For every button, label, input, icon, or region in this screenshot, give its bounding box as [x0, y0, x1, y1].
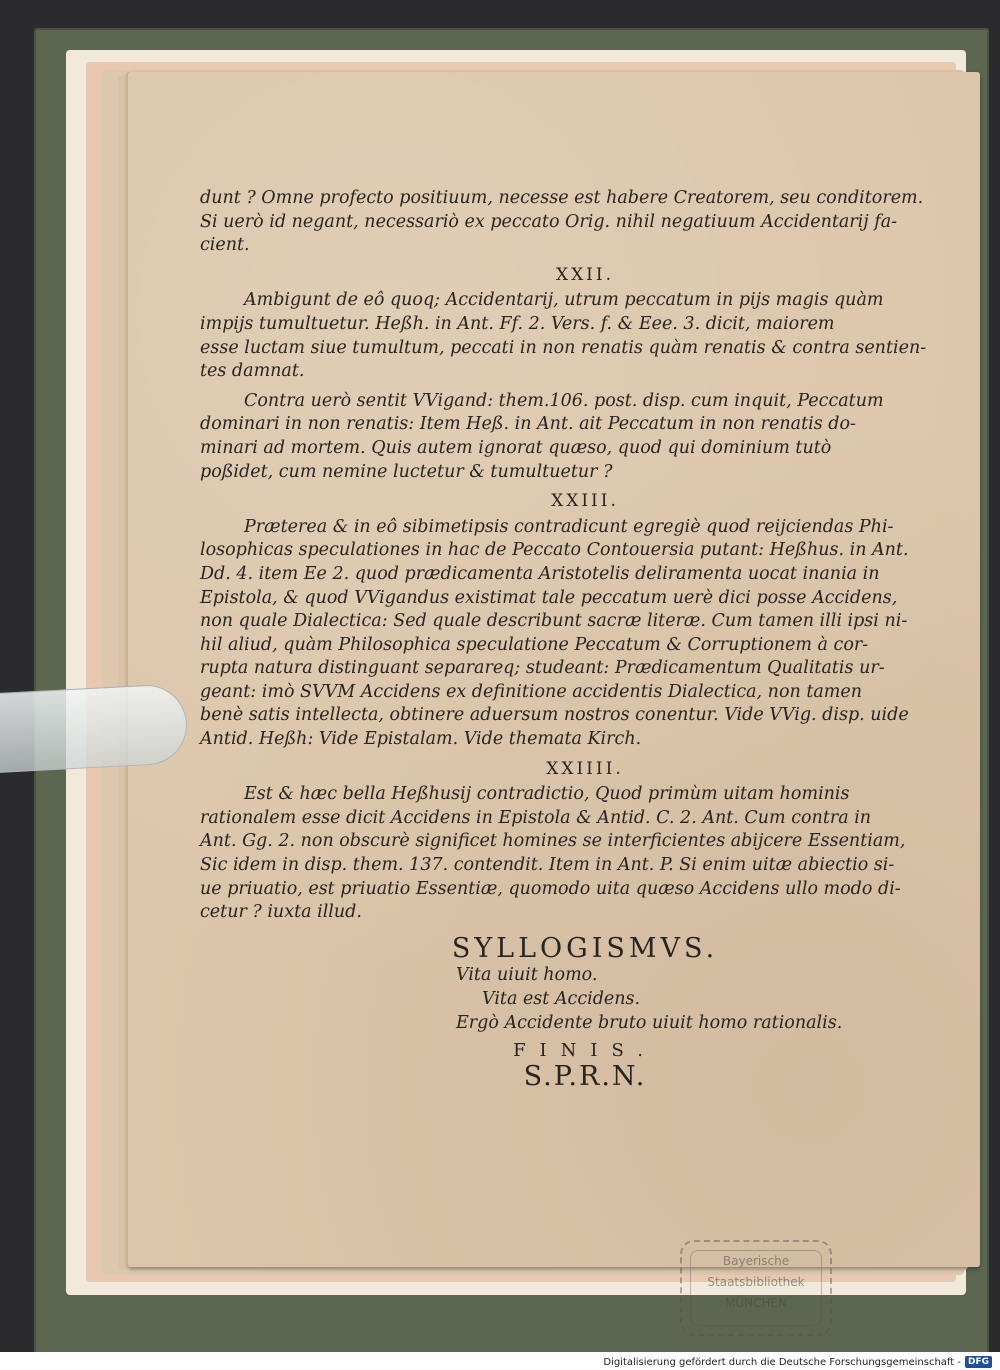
text-line: benè satis intellecta, obtinere aduersum nostros conentur. Vide VVig. disp. uide — [200, 705, 909, 726]
text-line: Sic idem in disp. them. 137. contendit. Item in Ant. P. Si enim uitæ abiectio si- — [200, 855, 895, 876]
text-line: Si uerò id negant, necessariò ex peccato Orig. nihil negatiuum Accidentarij fa- — [200, 211, 898, 232]
text-line: minari ad mortem. Quis autem ignorat quæso, quod qui dominium tutò — [200, 437, 832, 458]
stamp-text — [690, 1250, 822, 1326]
syllogismus-block — [200, 964, 970, 1035]
text-line: non quale Dialectica: Sed quale describunt sacræ literæ. Cum tamen illi ipsi ni- — [200, 611, 908, 632]
text-line: ue priuatio, est priuatio Essentiæ, quomodo uita quæso Accidens ullo modo di- — [200, 878, 901, 899]
text-line: impijs tumultuetur. Heßh. in Ant. Ff. 2. Vers. f. & Eee. 3. dicit, maiorem — [200, 313, 835, 334]
text-line: Antid. Heßh: Vide Epistalam. Vide themata Kirch. — [200, 729, 642, 750]
stamp-line: Staatsbibliothek — [707, 1275, 805, 1289]
sprn-label: S.P.R.N. — [523, 1060, 647, 1092]
syllogism-line: Vita uiuit homo. — [456, 965, 598, 986]
paragraph-22b — [200, 390, 970, 484]
text-line: hil aliud, quàm Philosophica speculatione Peccatum & Corruptionem à cor- — [200, 634, 869, 655]
text-line: Ambigunt de eô quoq; Accidentarij, utrum peccatum in pijs magis quàm — [244, 290, 884, 311]
dfg-logo-icon: DFG — [965, 1356, 992, 1368]
text-line: Dd. 4. item Ee 2. quod prædicamenta Aristotelis deliramenta uocat inania in — [200, 563, 880, 584]
library-stamp — [680, 1240, 832, 1336]
text-line: rupta natura distinguant separareq; studeant: Prædicamentum Qualitatis ur- — [200, 658, 885, 679]
text-line: cient. — [200, 235, 250, 256]
text-line: dunt ? Omne profecto positiuum, necesse est habere Creatorem, seu conditorem. — [200, 188, 924, 208]
syllogism-line: Vita est Accidens. — [482, 989, 641, 1009]
text-line: losophicas speculationes in hac de Peccato Contouersia putant: Heßhus. in Ant. — [200, 540, 909, 561]
paragraph-23 — [200, 516, 970, 752]
stamp-line: MÜNCHEN — [724, 1296, 788, 1310]
stamp-line: Bayerische — [722, 1254, 790, 1268]
syllogismus-title: SYLLOGISMVS. — [451, 932, 719, 964]
text-line: geant: imò SVVM Accidens ex definitione accidentis Dialectica, non tamen — [200, 681, 863, 702]
text-line: rationalem esse dicit Accidens in Epistola & Antid. C. 2. Ant. Cum contra in — [200, 807, 872, 828]
paragraph-24 — [200, 783, 970, 925]
section-heading-23: XXIII. — [551, 491, 619, 512]
finis-label: FINIS. — [513, 1040, 657, 1062]
footer-text: Digitalisierung gefördert durch die Deutsche Forschungsgemeinschaft - — [603, 1356, 961, 1368]
text-line: dominari in non renatis: Item Heß. in Ant. ait Peccatum in non renatis do- — [200, 414, 856, 435]
page-text — [200, 187, 970, 1092]
text-line: Epistola, & quod VVigandus existimat tale peccatum uerè dici posse Accidens, — [200, 587, 898, 608]
syllogism-line: Ergò Accidente bruto uiuit homo rationalis. — [456, 1012, 843, 1033]
text-line: Præterea & in eô sibimetipsis contradicunt egregiè quod reijciendas Phi- — [244, 516, 894, 537]
text-line: Contra uerò sentit VVigand: them.106. post. disp. cum inquit, Peccatum — [244, 390, 884, 411]
paragraph-intro — [200, 187, 970, 258]
paragraph-22a — [200, 289, 970, 383]
text-line: Ant. Gg. 2. non obscurè significet homines se interficientes abijcere Essentiam, — [200, 831, 906, 852]
section-heading-22: XXII. — [555, 264, 615, 285]
text-line: cetur ? iuxta illud. — [200, 902, 362, 923]
text-line: poßidet, cum nemine luctetur & tumultuetur ? — [200, 461, 613, 482]
digitization-footer — [603, 1354, 992, 1370]
text-line: tes damnat. — [200, 361, 305, 382]
text-line: Est & hæc bella Heßhusij contradictio, Quod primùm uitam hominis — [244, 784, 850, 805]
section-heading-24: XXIIII. — [546, 758, 624, 779]
text-line: esse luctam siue tumultum, peccati in non renatis quàm renatis & contra sentien- — [200, 337, 927, 358]
